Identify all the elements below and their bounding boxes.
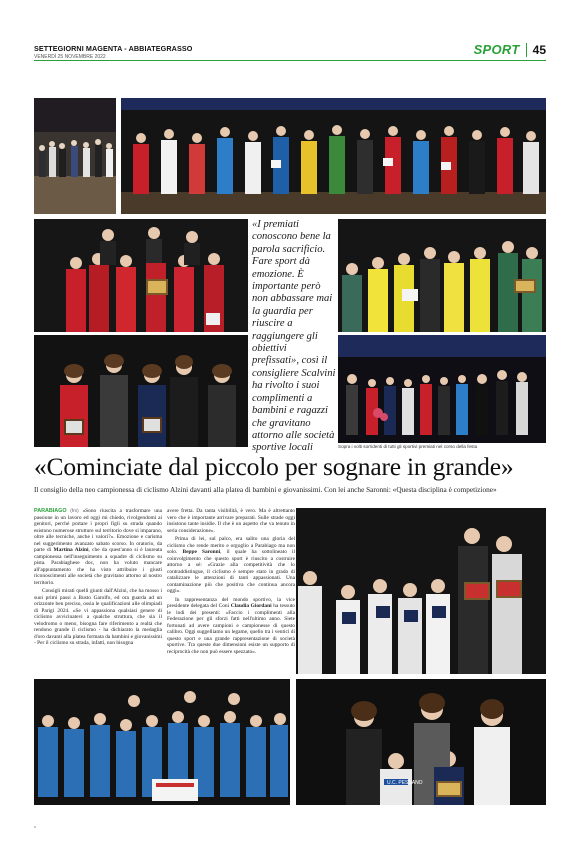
issue-date: VENERDÌ 25 NOVEMBRE 2022 xyxy=(34,54,106,60)
section-header xyxy=(474,42,546,57)
pull-quote: «I premiati conoscono bene la parola sacrificio. Fare sport dà emozione. È importante però non abbassare mai la guardia per riuscire a raggiungere gli obiettivi prefissati», così il consigliere Scalvini ha rivolto i suoi complimenti a bambini e ragazzi che gravitano attorno alle società sportive locali xyxy=(252,219,336,454)
article-headline: «Cominciate dal piccolo per sognare in grande» xyxy=(34,452,514,481)
photo-champion-with-girls xyxy=(296,679,546,805)
person-name: Claudia Giordani xyxy=(230,603,272,609)
photo-blue-team xyxy=(34,679,290,805)
article-paragraph: avere fretta. Da tanta visibilità, è vero. Ma è altrettanto vero che è importante arrivare preparati. Sulle strade oggi insistono tante insidie. Il che è un aspetto che va tenuto in seria considerazione». xyxy=(167,508,295,534)
article-paragraph: Consigli mirati quelli giunti dall'Alzini, che ha mosso i suoi primi passi a Busto Garolfo, ed ora guarda ad un orizzonte ben preciso, ossia le qualificazioni alle olimpiadi di Parigi 2024. «Se vi appassiona qualsiasi genere di ciclismo avvicinatevi a qualche struttura, che sia il velodromo o meno, bisogna fare riferimento a realtà che rendono grande il ciclismo - ha dichiarato la medaglia d'oro davanti alla platea formata da bambini e giovanissimi - Per il ciclismo su strada, infatti, non bisogna xyxy=(34,588,162,646)
photo-kids-on-stage xyxy=(121,98,546,214)
section-name: SPORT xyxy=(473,42,520,57)
article-column-2 xyxy=(167,508,295,657)
header-rule xyxy=(34,60,546,61)
dateline-tag: (frn) xyxy=(70,508,79,513)
paper-name: SETTEGIORNI MAGENTA - ABBIATEGRASSO xyxy=(34,44,193,53)
article-paragraph: In rappresentanza del mondo sportivo, la vice presidente delegata del Coni Claudia Giordani ha tessuto le lodi dei presenti: «Faccio i complimenti alla Federazione per gli sforzi fatti nell'ultimo anno. Siete fortunati ad avere campioni e campionesse di questo calibro. Oggi suggelliamo un legame, quello tra i ventici di questo sport e una grande rappresentazione di società sportive. Tra queste due dimensioni esiste un supporto di reciprocità che non può essere spezzato». xyxy=(167,596,295,655)
article-paragraph: PARABIAGO (frn) «Sono riuscita a trasformare una passione in un lavoro ed oggi mi chiedo, rivolgendomi ai genitori, perché portare i propri figli su strada quando esistono numerose strutture sul territorio dove si imparano, oltre alle tecniche, anche i valori?». Emozione e carisma nel suggerimento avanzato sabato scorso. In oratorio, da parte di Martina Alzini, che da quest'anno si è laureata campionessa nell'inseguimento a squadre di ciclismo su pista. Parabiaghese doc, non ha voluto mancare all'appuntamento che ha visto attribuire i giusti riconoscimenti alle società che gravitano attorno al nostro territorio. xyxy=(34,508,162,586)
page-number: 45 xyxy=(532,42,546,57)
section-divider xyxy=(526,43,527,57)
jersey-text: U.C. PESSANO xyxy=(387,780,423,786)
photo-caption: Sopra i volti sorridenti di tutti gli sportivi premiati nel corso della festa xyxy=(338,444,478,449)
masthead xyxy=(34,44,192,60)
article-subhead: Il consiglio della neo campionessa di ciclismo Alzini davanti alla platea di bambini e giovanissimi. Con lei anche Saronni: «Questa disciplina è competizione» xyxy=(34,485,497,494)
dateline: PARABIAGO xyxy=(34,508,67,514)
article-column-1 xyxy=(34,508,162,649)
photo-all-awardees xyxy=(338,335,546,443)
article-paragraph: Prima di lei, sul palco, era salito una gloria del ciclismo che rende merito e orgoglio a Parabiago ma non solo. Beppe Saronni, il quale ha sottolineato il coinvolgimento che questo sport è riuscito a costruire attorno a sé: «Grazie alla competitività che lo contraddistingue, il ciclismo è sempre stato in grado di catalizzare le attenzioni di tanti appassionati. Una contaminazione più che positiva che continua ancora oggi». xyxy=(167,536,295,594)
photo-girls-cyclists xyxy=(34,335,248,447)
photo-stage-group-left xyxy=(34,98,116,214)
photo-red-team-kids xyxy=(34,219,248,332)
photo-kids-with-plaques xyxy=(296,508,546,674)
person-name: Martina Alzini xyxy=(53,547,89,553)
photo-yellow-team xyxy=(338,219,546,332)
person-name: Beppe Saronni xyxy=(182,549,221,555)
footer-mark xyxy=(34,826,36,828)
